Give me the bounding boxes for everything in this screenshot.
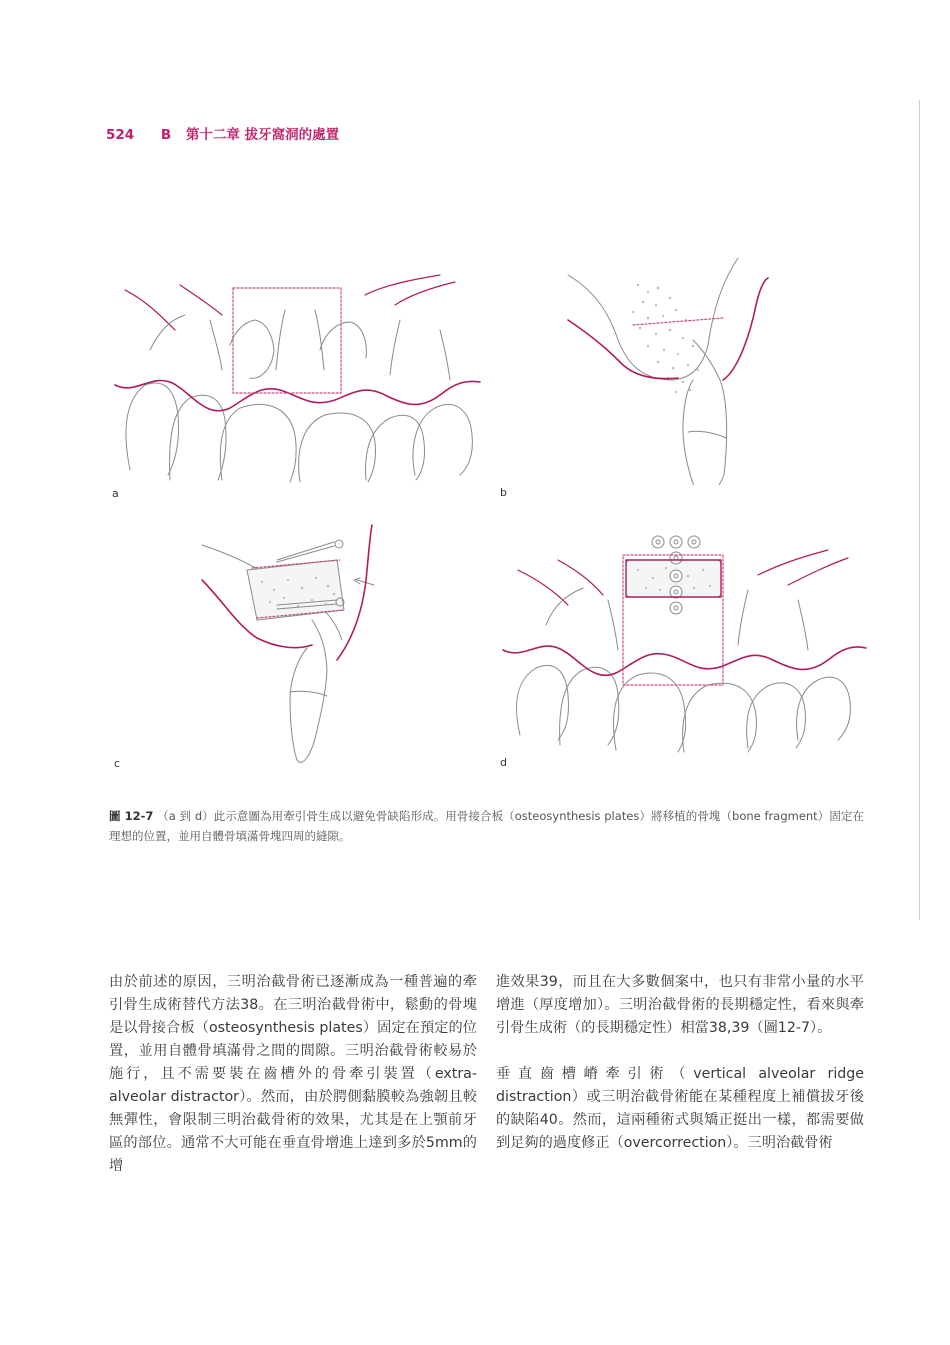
panel-label-b: b xyxy=(500,486,507,499)
chapter-title: 拔牙窩洞的處置 xyxy=(244,127,340,143)
body-column-right xyxy=(496,971,864,1155)
body-paragraph: 垂直齒槽嵴牽引術（vertical alveolar ridge distraction）或三明治截骨術能在某種程度上補償拔牙後的缺陷40。然而，這兩種術式與矯正挺出一樣，都需要做到足夠的過度修正（overcorrection）。三明治截骨術 xyxy=(496,1066,864,1151)
panel-label-a: a xyxy=(112,487,119,500)
panel-label-d: d xyxy=(500,756,507,769)
figure-id: 圖 12-7 xyxy=(109,809,154,823)
chapter-number: 第十二章 xyxy=(185,127,240,143)
body-paragraph: 進效果39，而且在大多數個案中，也只有非常小量的水平增進（厚度增加）。三明治截骨術的長期穩定性，看來與牽引骨生成術（的長期穩定性）相當38,39（圖12-7）。 xyxy=(496,974,864,1036)
page-number: 524 xyxy=(106,127,135,143)
body-paragraph: 由於前述的原因，三明治截骨術已逐漸成為一種普遍的牽引骨生成術替代方法38。在三明治截骨術中，鬆動的骨塊是以骨接合板（osteosynthesis plates）固定在預定的位置，並用自體骨填滿骨之間的間隙。三明治截骨術較易於施行，且不需要裝在齒槽外的骨牽引裝置（extra-alveolar distractor）。然而，由於腭側黏膜較為強韌且較無彈性，會限制三明治截骨術的效果，尤其是在上顎前牙區的部位。通常不大可能在垂直骨增進上達到多於5mm的增 xyxy=(109,974,477,1174)
section-letter: B xyxy=(160,127,172,143)
body-column-left xyxy=(109,971,477,1178)
caption-text: （a 到 d）此示意圖為用牽引骨生成以避免骨缺陷形成。用骨接合板（osteosynthesis plates）將移植的骨塊（bone fragment）固定在理想的位置，並用自體骨填滿骨塊四周的縫隙。 xyxy=(109,809,864,843)
page-edge-line xyxy=(919,100,920,920)
figure-caption xyxy=(109,806,864,846)
figure-panel-c xyxy=(112,520,387,770)
running-header xyxy=(106,123,339,143)
figure-panel-b xyxy=(498,250,778,499)
panel-label-c: c xyxy=(114,757,121,770)
figure-panel-d xyxy=(498,530,868,775)
figure-panel-a xyxy=(110,270,485,500)
